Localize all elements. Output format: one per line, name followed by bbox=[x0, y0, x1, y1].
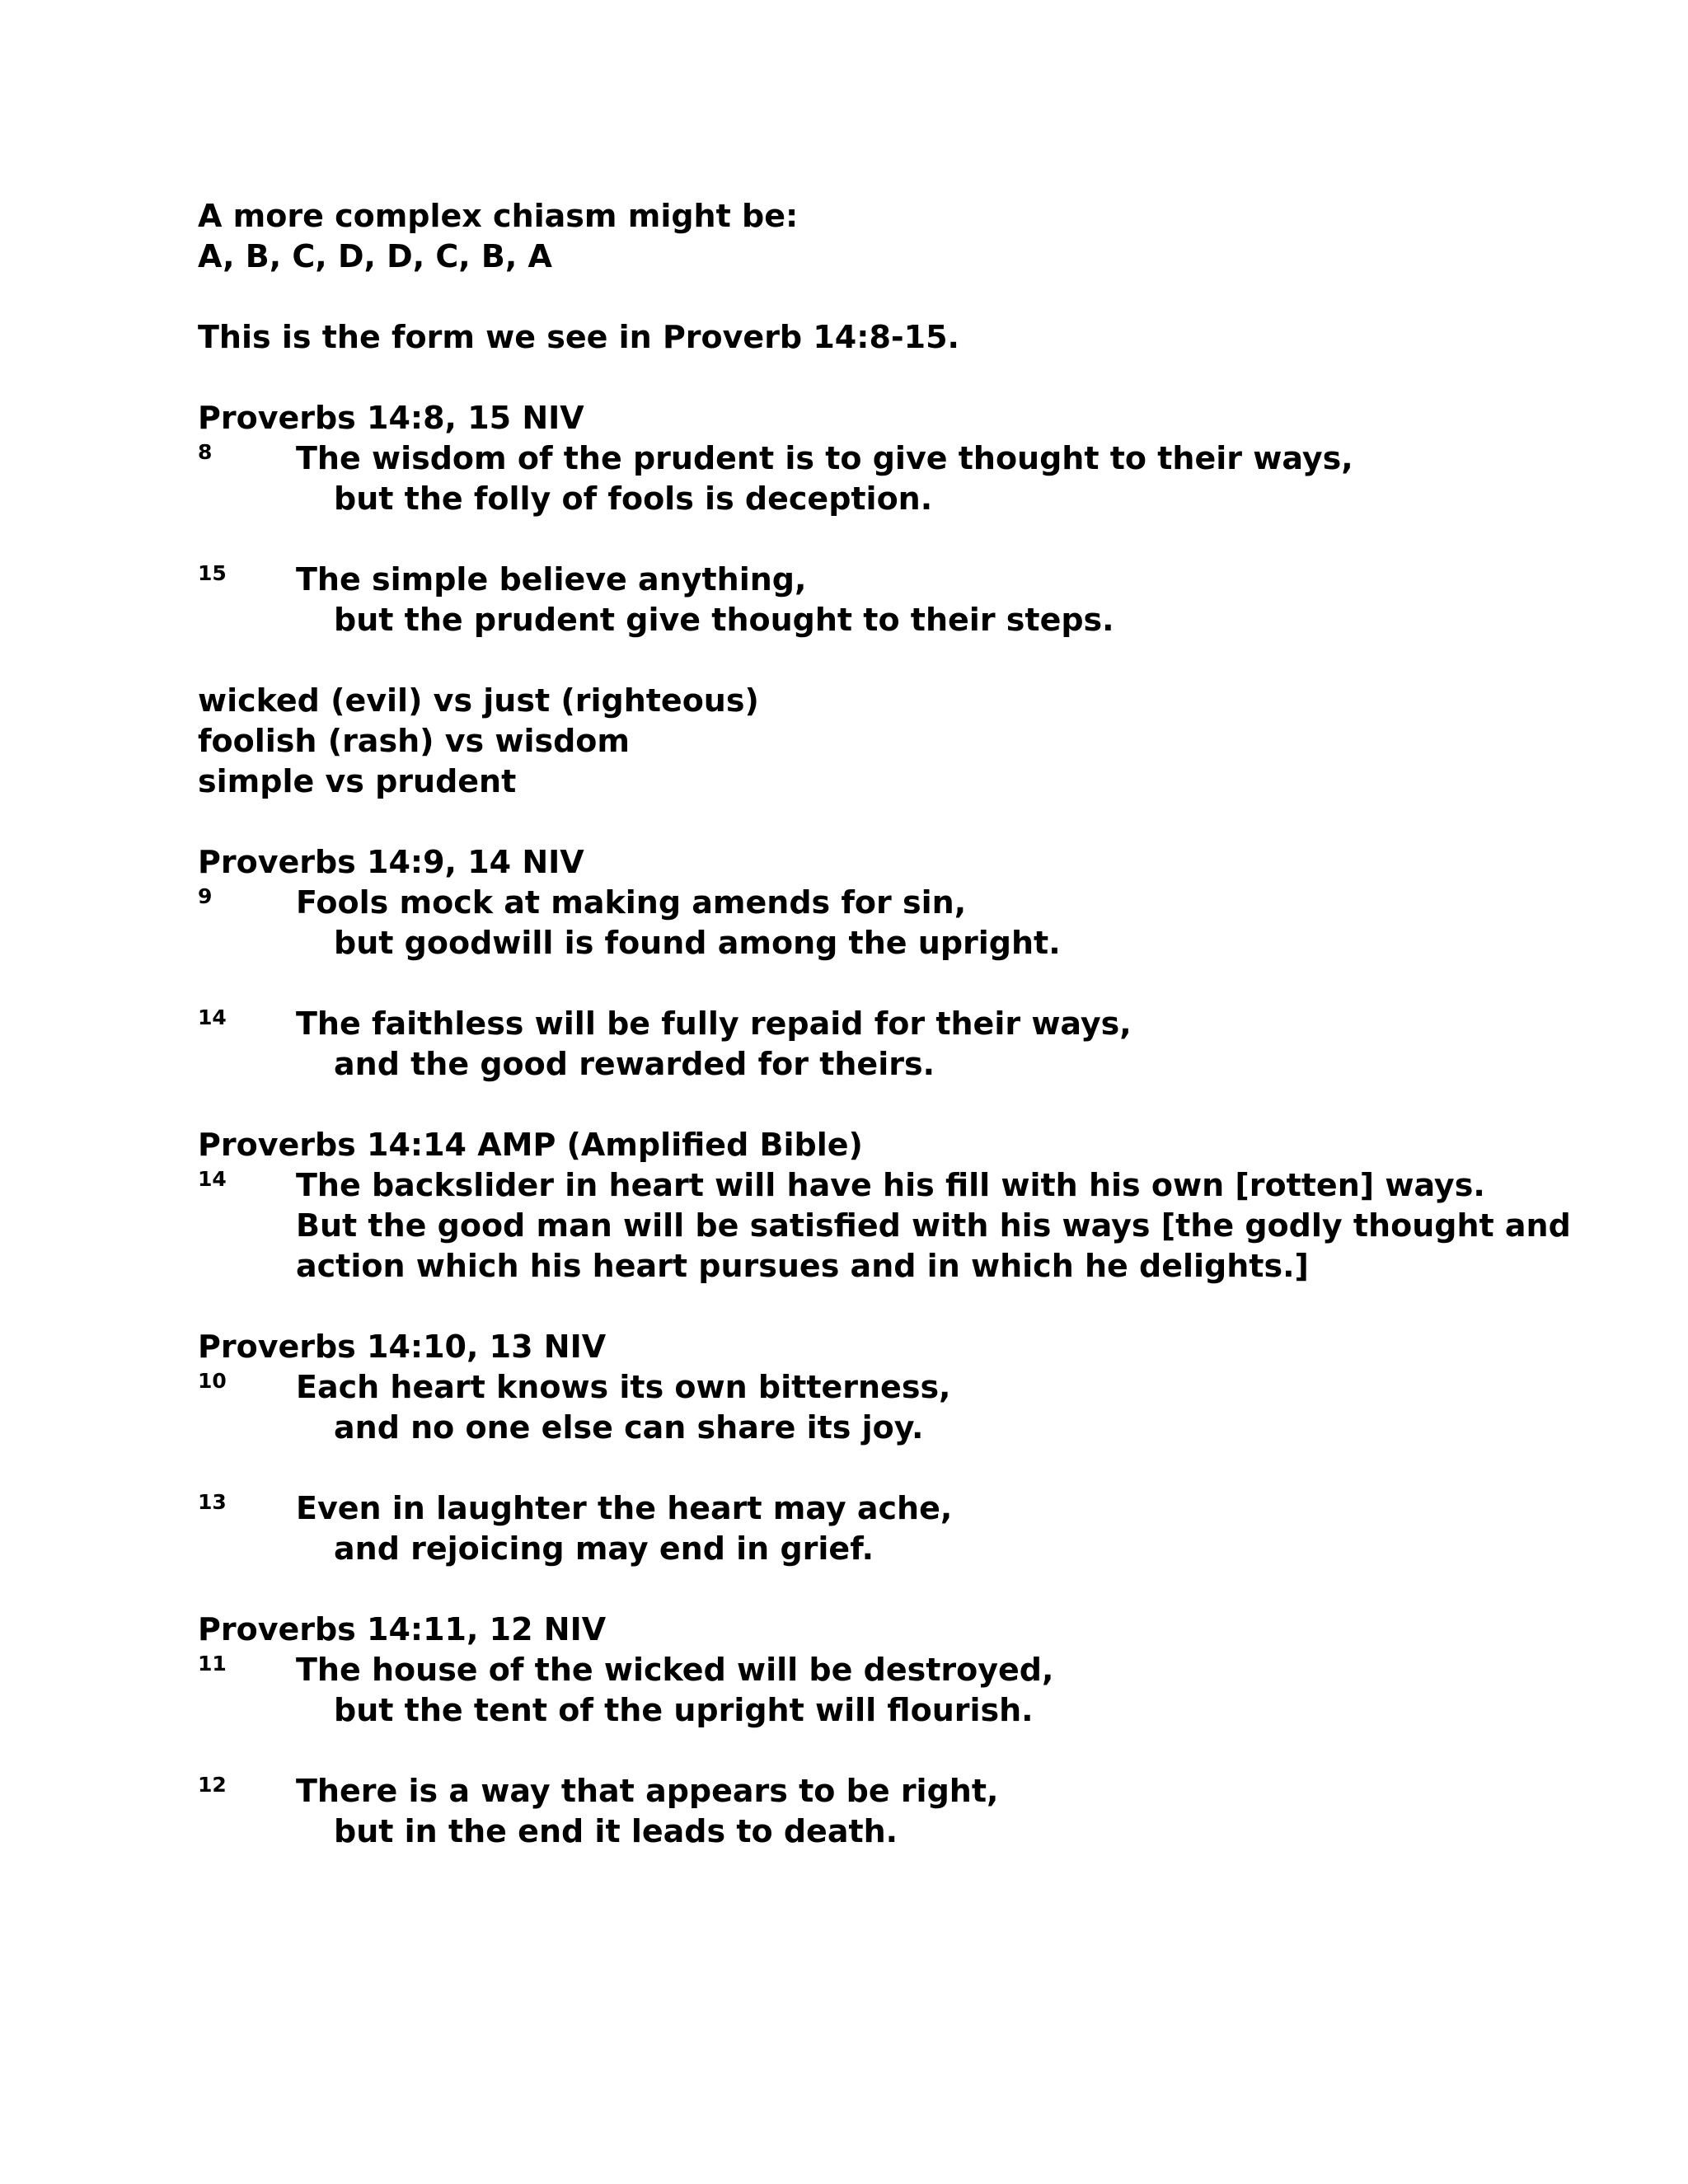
verse-text: The faithless will be fully repaid for their ways, bbox=[296, 1005, 1132, 1042]
verse-row bbox=[198, 1771, 1517, 1811]
verse-number: 13 bbox=[198, 1490, 227, 1514]
intro-line-1: A more complex chiasm might be: bbox=[198, 198, 799, 234]
verse-number: 11 bbox=[198, 1652, 227, 1675]
verse-continuation: but the tent of the upright will flourish. bbox=[334, 1692, 1034, 1728]
verse-row bbox=[198, 1004, 1517, 1044]
verse-continuation: but the prudent give thought to their steps. bbox=[334, 602, 1114, 638]
verse-text: The simple believe anything, bbox=[296, 561, 807, 598]
verse-continuation: but the folly of fools is deception. bbox=[334, 480, 933, 517]
section-heading: Proverbs 14:11, 12 NIV bbox=[198, 1611, 607, 1647]
verse-number: 10 bbox=[198, 1369, 227, 1393]
verse-text: The house of the wicked will be destroyed, bbox=[296, 1652, 1054, 1688]
section-heading: Proverbs 14:9, 14 NIV bbox=[198, 844, 584, 880]
verse-text: Fools mock at making amends for sin, bbox=[296, 884, 967, 921]
intro-line-3: This is the form we see in Proverb 14:8-15. bbox=[198, 319, 959, 355]
verse-text: There is a way that appears to be right, bbox=[296, 1773, 999, 1809]
verse-row bbox=[198, 438, 1517, 479]
verse-row bbox=[198, 1488, 1517, 1529]
verse-row bbox=[198, 1165, 1517, 1206]
verse-continuation: But the good man will be satisfied with his ways [the godly thought and bbox=[296, 1207, 1571, 1244]
verse-number: 15 bbox=[198, 561, 227, 585]
document-page bbox=[198, 196, 1571, 1852]
contrast-line: foolish (rash) vs wisdom bbox=[198, 723, 630, 759]
verse-continuation: and no one else can share its joy. bbox=[334, 1409, 924, 1446]
verse-number: 14 bbox=[198, 1167, 227, 1191]
section-heading: Proverbs 14:10, 13 NIV bbox=[198, 1329, 607, 1365]
verse-continuation: but in the end it leads to death. bbox=[334, 1813, 898, 1849]
contrast-line: simple vs prudent bbox=[198, 763, 517, 799]
verse-continuation: but goodwill is found among the upright. bbox=[334, 925, 1061, 961]
verse-number: 9 bbox=[198, 884, 213, 908]
verse-number: 14 bbox=[198, 1005, 227, 1029]
verse-row bbox=[198, 1367, 1517, 1408]
verse-continuation: and rejoicing may end in grief. bbox=[334, 1530, 874, 1567]
verse-continuation: action which his heart pursues and in which he delights.] bbox=[296, 1248, 1309, 1284]
verse-continuation: and the good rewarded for theirs. bbox=[334, 1046, 935, 1082]
verse-row bbox=[198, 560, 1517, 600]
verse-row bbox=[198, 883, 1517, 923]
section-heading: Proverbs 14:14 AMP (Amplified Bible) bbox=[198, 1127, 863, 1163]
verse-text: Each heart knows its own bitterness, bbox=[296, 1369, 951, 1405]
verse-number: 12 bbox=[198, 1773, 227, 1797]
verse-number: 8 bbox=[198, 440, 213, 464]
verse-text: The backslider in heart will have his fill with his own [rotten] ways. bbox=[296, 1167, 1485, 1203]
verse-text: The wisdom of the prudent is to give thought to their ways, bbox=[296, 440, 1353, 476]
verse-text: Even in laughter the heart may ache, bbox=[296, 1490, 953, 1526]
verse-row bbox=[198, 1650, 1517, 1690]
section-heading: Proverbs 14:8, 15 NIV bbox=[198, 400, 584, 436]
contrast-line: wicked (evil) vs just (righteous) bbox=[198, 682, 759, 719]
intro-line-2: A, B, C, D, D, C, B, A bbox=[198, 238, 552, 274]
